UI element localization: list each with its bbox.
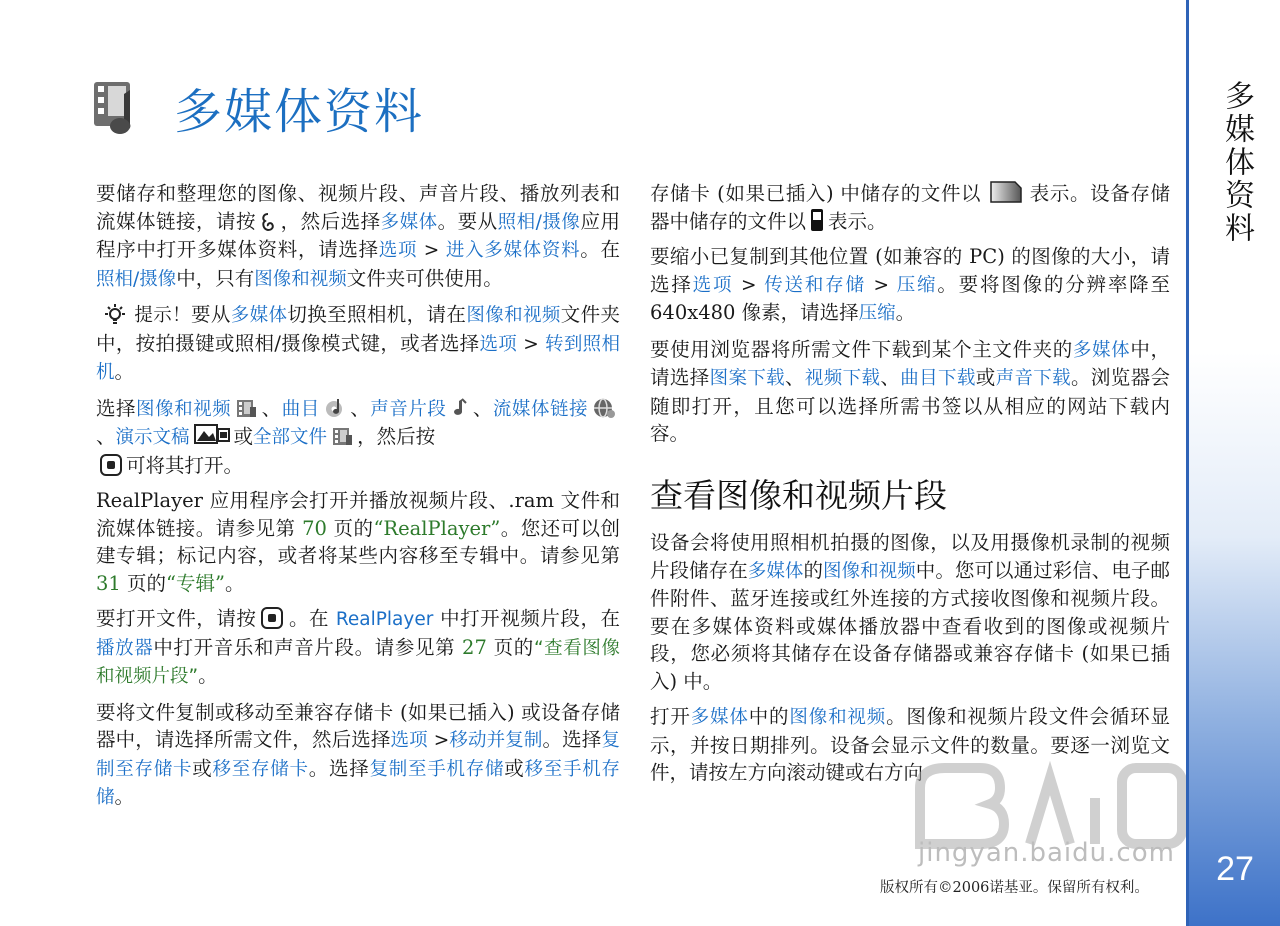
text: 要打开文件，请按 bbox=[96, 607, 257, 630]
text: 中，只有 bbox=[176, 266, 255, 290]
page-ref[interactable]: 27 bbox=[462, 635, 487, 659]
text: 、 bbox=[472, 396, 493, 420]
link-sound-download[interactable]: 声音下载 bbox=[995, 368, 1072, 389]
link-options[interactable]: 选项 bbox=[692, 274, 734, 296]
link-tracks[interactable]: 曲目 bbox=[281, 398, 320, 420]
text: 、 bbox=[880, 366, 901, 389]
text: 打开 bbox=[650, 705, 691, 728]
link-to-camera[interactable]: 转到照相机 bbox=[96, 333, 620, 383]
text: 表示。 bbox=[828, 209, 887, 233]
link-transfer-store[interactable]: 传送和存储 bbox=[764, 274, 866, 296]
text: 。 bbox=[114, 360, 135, 383]
text: > bbox=[865, 274, 897, 296]
text: 中打开音乐和声音片段。请参见第 bbox=[153, 635, 463, 659]
right-column bbox=[650, 180, 1170, 795]
link-multimedia[interactable]: 多媒体 bbox=[380, 211, 438, 233]
page-title: 多媒体资料 bbox=[174, 83, 425, 140]
page-number: 27 bbox=[1216, 850, 1254, 888]
music-cd-icon bbox=[324, 397, 346, 419]
link-multimedia[interactable]: 多媒体 bbox=[690, 707, 749, 728]
film-folder-icon bbox=[235, 397, 257, 419]
text: 。浏览器会随即打开，且您可以选择所需书签以从相应的网站下载内容。 bbox=[650, 366, 1170, 445]
text: 。您还可以创建专辑；标记内容，或者将某些内容移至专辑中。请参见第 bbox=[96, 516, 620, 567]
text: 。要将图像的分辨率降至 640x480 像素，请选择 bbox=[650, 272, 1170, 324]
link-images-videos[interactable]: 图像和视频 bbox=[466, 305, 561, 326]
page-ref[interactable]: 31 bbox=[96, 571, 121, 595]
text: ，然后选择 bbox=[280, 209, 381, 233]
ref-realplayer[interactable]: “RealPlayer” bbox=[373, 516, 501, 540]
copyright-notice: 版权所有©2006诺基亚。保留所有权利。 bbox=[880, 880, 1149, 896]
paragraph-intro bbox=[96, 180, 620, 293]
text: 要从 bbox=[191, 303, 231, 326]
paragraph-storage-icons bbox=[650, 180, 1170, 235]
paragraph-download bbox=[650, 336, 1170, 448]
link-video-download[interactable]: 视频下载 bbox=[804, 368, 881, 389]
text: 。在 bbox=[288, 607, 336, 630]
paragraph-folders bbox=[96, 395, 620, 480]
text: 页的 bbox=[326, 516, 374, 540]
streaming-globe-icon bbox=[592, 397, 616, 419]
presentation-icon bbox=[194, 423, 230, 447]
link-enter-gallery[interactable]: 进入多媒体资料 bbox=[445, 240, 581, 261]
text: 设备会将使用照相机拍摄的图像，以及用摄像机录制的视频片段储存在 bbox=[650, 531, 1170, 582]
link-compress[interactable]: 压缩 bbox=[896, 274, 938, 296]
text: 应用程序中打开多媒体资料，请选择 bbox=[96, 209, 620, 261]
link-streaming[interactable]: 流媒体链接 bbox=[492, 398, 588, 420]
link-images-videos[interactable]: 图像和视频 bbox=[254, 268, 347, 290]
watermark-text: jingyan.baidu.com bbox=[918, 838, 1175, 868]
ref-view-images[interactable]: “查看图像和视频片段” bbox=[96, 637, 621, 687]
paragraph-tip bbox=[96, 301, 620, 387]
text: 页的 bbox=[486, 635, 534, 659]
text: 的 bbox=[803, 558, 824, 582]
text: > bbox=[517, 333, 546, 355]
link-image-download[interactable]: 图案下载 bbox=[709, 368, 786, 389]
chapter-label: 多媒体资料 bbox=[1219, 80, 1254, 245]
text: 。 bbox=[895, 301, 916, 324]
text: 或 bbox=[192, 756, 213, 780]
text: 存储卡 (如果已插入) 中储存的文件以 bbox=[650, 182, 982, 205]
link-images-videos[interactable]: 图像和视频 bbox=[823, 560, 916, 582]
link-images-videos[interactable]: 图像和视频 bbox=[136, 398, 232, 420]
text: > bbox=[733, 274, 765, 296]
text: 中。您可以通过彩信、电子邮件附件、蓝牙连接或红外连接的方式接收图像和视频片段。要在多媒体资料或媒体播放器中查看收到的图像或视频片段，您必须将其储存在设备存储器或兼容存储卡 (如果已插入) 中。 bbox=[650, 558, 1170, 693]
link-copy-to-phone[interactable]: 复制至手机存储 bbox=[369, 758, 505, 780]
link-camera[interactable]: 照相/摄像 bbox=[497, 211, 581, 233]
text: 表示。设备存储器中储存的文件以 bbox=[650, 182, 1170, 233]
link-camera[interactable]: 照相/摄像 bbox=[96, 268, 177, 290]
text: 或 bbox=[975, 366, 996, 389]
text: 页的 bbox=[120, 571, 167, 595]
music-note-icon bbox=[450, 397, 468, 419]
text: 或 bbox=[233, 425, 254, 448]
text: 文件夹可供使用。 bbox=[346, 266, 503, 290]
text: 要缩小已复制到其他位置 (如兼容的 PC) 的图像的大小，请选择 bbox=[650, 245, 1170, 296]
link-move-to-card[interactable]: 移至存储卡 bbox=[212, 758, 309, 780]
menu-key-icon bbox=[260, 212, 276, 232]
link-multimedia[interactable]: 多媒体 bbox=[747, 560, 804, 582]
text: ，然后按 bbox=[357, 425, 436, 448]
text: 。 bbox=[114, 785, 135, 808]
text: 选择 bbox=[96, 396, 137, 420]
text: RealPlayer 应用程序会打开并播放视频片段、.ram 文件和流媒体链接。请参见第 bbox=[96, 489, 620, 540]
text: 。选择 bbox=[308, 756, 370, 780]
select-key-icon bbox=[100, 454, 122, 476]
link-player[interactable]: 播放器 bbox=[96, 637, 154, 659]
text: 要将文件复制或移动至兼容存储卡 (如果已插入) 或设备存储器中，请选择所需文件，然后选择 bbox=[96, 700, 620, 751]
text: 、 bbox=[349, 396, 371, 420]
section-heading: 查看图像和视频片段 bbox=[650, 475, 947, 515]
text: 。 bbox=[198, 664, 218, 687]
link-options[interactable]: 选项 bbox=[390, 730, 428, 751]
link-multimedia[interactable]: 多媒体 bbox=[230, 305, 288, 326]
text: 中的 bbox=[748, 705, 790, 728]
all-files-icon bbox=[331, 425, 353, 447]
text: 要储存和整理您的图像、视频片段、声音片段、播放列表和流媒体链接，请按 bbox=[96, 182, 620, 233]
link-copy-to-card[interactable]: 复制至存储卡 bbox=[96, 730, 620, 780]
paragraph-copy-move bbox=[96, 699, 620, 812]
link-images-videos[interactable]: 图像和视频 bbox=[789, 707, 887, 728]
text: 或 bbox=[504, 756, 525, 780]
text: 要使用浏览器将所需文件下载到某个主文件夹的 bbox=[650, 337, 1073, 361]
paragraph-compress bbox=[650, 243, 1170, 328]
link-options[interactable]: 选项 bbox=[479, 333, 518, 355]
link-track-download[interactable]: 曲目下载 bbox=[900, 368, 976, 389]
link-all-files[interactable]: 全部文件 bbox=[253, 427, 328, 448]
text: 、 bbox=[261, 396, 282, 420]
text: 中打开视频片段，在 bbox=[433, 607, 620, 630]
text: 。 bbox=[224, 571, 245, 595]
text: 。选择 bbox=[542, 728, 602, 751]
text: 切换至照相机，请在 bbox=[287, 303, 467, 326]
paragraph-open-file bbox=[96, 605, 620, 691]
memory-card-icon bbox=[985, 180, 1025, 204]
phone-memory-icon bbox=[810, 208, 824, 232]
text: 、 bbox=[96, 425, 116, 448]
link-presentations[interactable]: 演示文稿 bbox=[115, 427, 190, 448]
text: 、 bbox=[785, 366, 805, 389]
tip-label: 提示！ bbox=[134, 305, 192, 326]
text: 。要从 bbox=[437, 209, 498, 233]
link-sound-clips[interactable]: 声音片段 bbox=[370, 398, 447, 420]
ref-albums[interactable]: “专辑” bbox=[166, 571, 225, 595]
left-column bbox=[96, 180, 620, 820]
text: > bbox=[427, 730, 450, 751]
text: 可将其打开。 bbox=[126, 453, 244, 477]
link-options[interactable]: 选项 bbox=[378, 240, 418, 261]
link-realplayer[interactable]: RealPlayer bbox=[335, 609, 434, 630]
link-multimedia[interactable]: 多媒体 bbox=[1072, 339, 1131, 361]
text: 。在 bbox=[580, 238, 620, 261]
title-area bbox=[92, 72, 424, 142]
text: > bbox=[417, 240, 446, 261]
text: 。图像和视频片段文件会循环显示，并按日期排列。设备会显示文件的数量。要逐一浏览文件，请按左方向滚动键或右方向 bbox=[650, 705, 1170, 784]
paragraph-view-intro bbox=[650, 529, 1170, 695]
gallery-icon bbox=[92, 76, 146, 138]
text: 文件夹中，按拍摄键或照相/摄像模式键，或者选择 bbox=[96, 303, 620, 355]
page-ref[interactable]: 70 bbox=[302, 516, 327, 540]
tip-bulb-icon bbox=[100, 303, 130, 325]
link-move-to-phone[interactable]: 移至手机存储 bbox=[96, 758, 620, 808]
text: 中，请选择 bbox=[650, 337, 1170, 389]
link-move-copy[interactable]: 移动并复制 bbox=[449, 730, 543, 751]
select-key-icon bbox=[260, 607, 284, 629]
paragraph-realplayer bbox=[96, 487, 620, 597]
link-compress[interactable]: 压缩 bbox=[858, 303, 896, 324]
